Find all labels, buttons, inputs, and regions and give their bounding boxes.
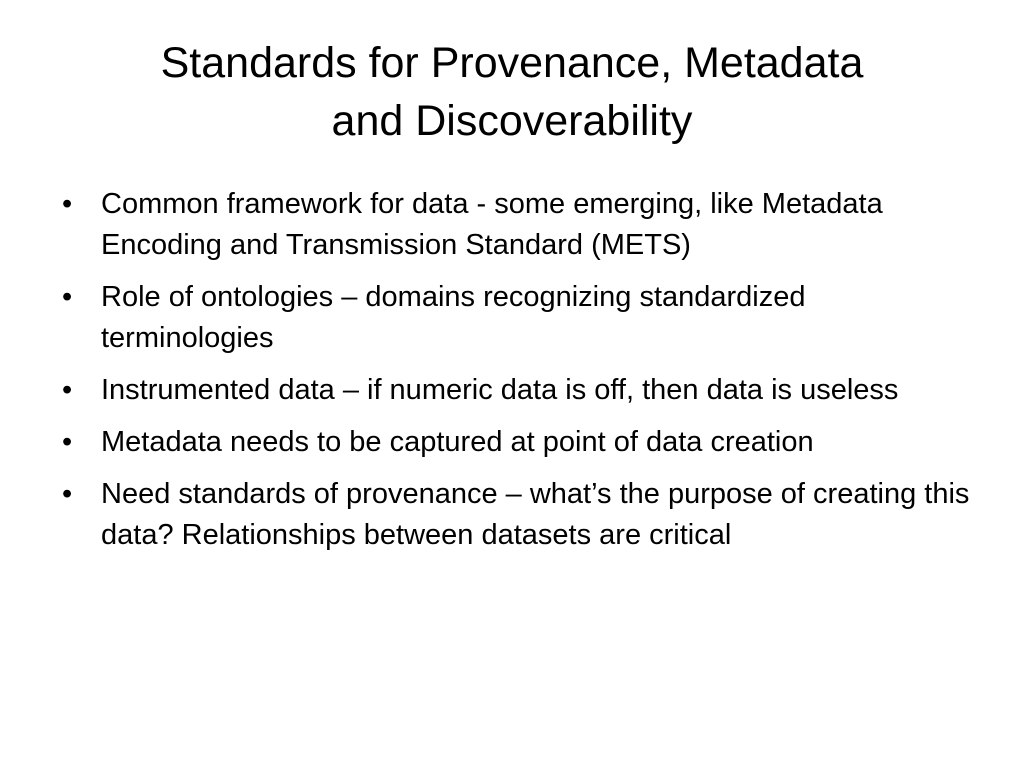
slide-title-line-2: and Discoverability: [331, 97, 693, 145]
bullet-item: [60, 277, 970, 359]
bullet-list: [60, 184, 970, 567]
slide-title-line-1: Standards for Provenance, Metadata: [160, 39, 864, 87]
bullet-text: Role of ontologies – domains recognizing standardized terminologies: [101, 281, 806, 354]
bullet-text: Common framework for data - some emerging, like Metadata Encoding and Transmission Standard (METS): [101, 188, 883, 261]
bullet-icon: •: [62, 281, 73, 313]
bullet-icon: •: [62, 374, 73, 406]
bullet-item: [60, 184, 970, 266]
bullet-item: [60, 422, 970, 463]
slide-title: [60, 34, 964, 150]
bullet-icon: •: [62, 188, 73, 220]
bullet-text: Metadata needs to be captured at point of data creation: [101, 426, 814, 458]
bullet-icon: •: [62, 478, 73, 510]
bullet-text: Need standards of provenance – what’s the purpose of creating this data? Relationships between datasets are critical: [101, 478, 970, 551]
bullet-item: [60, 370, 970, 411]
bullet-text: Instrumented data – if numeric data is off, then data is useless: [101, 374, 899, 406]
bullet-item: [60, 474, 970, 556]
bullet-icon: •: [62, 426, 73, 458]
